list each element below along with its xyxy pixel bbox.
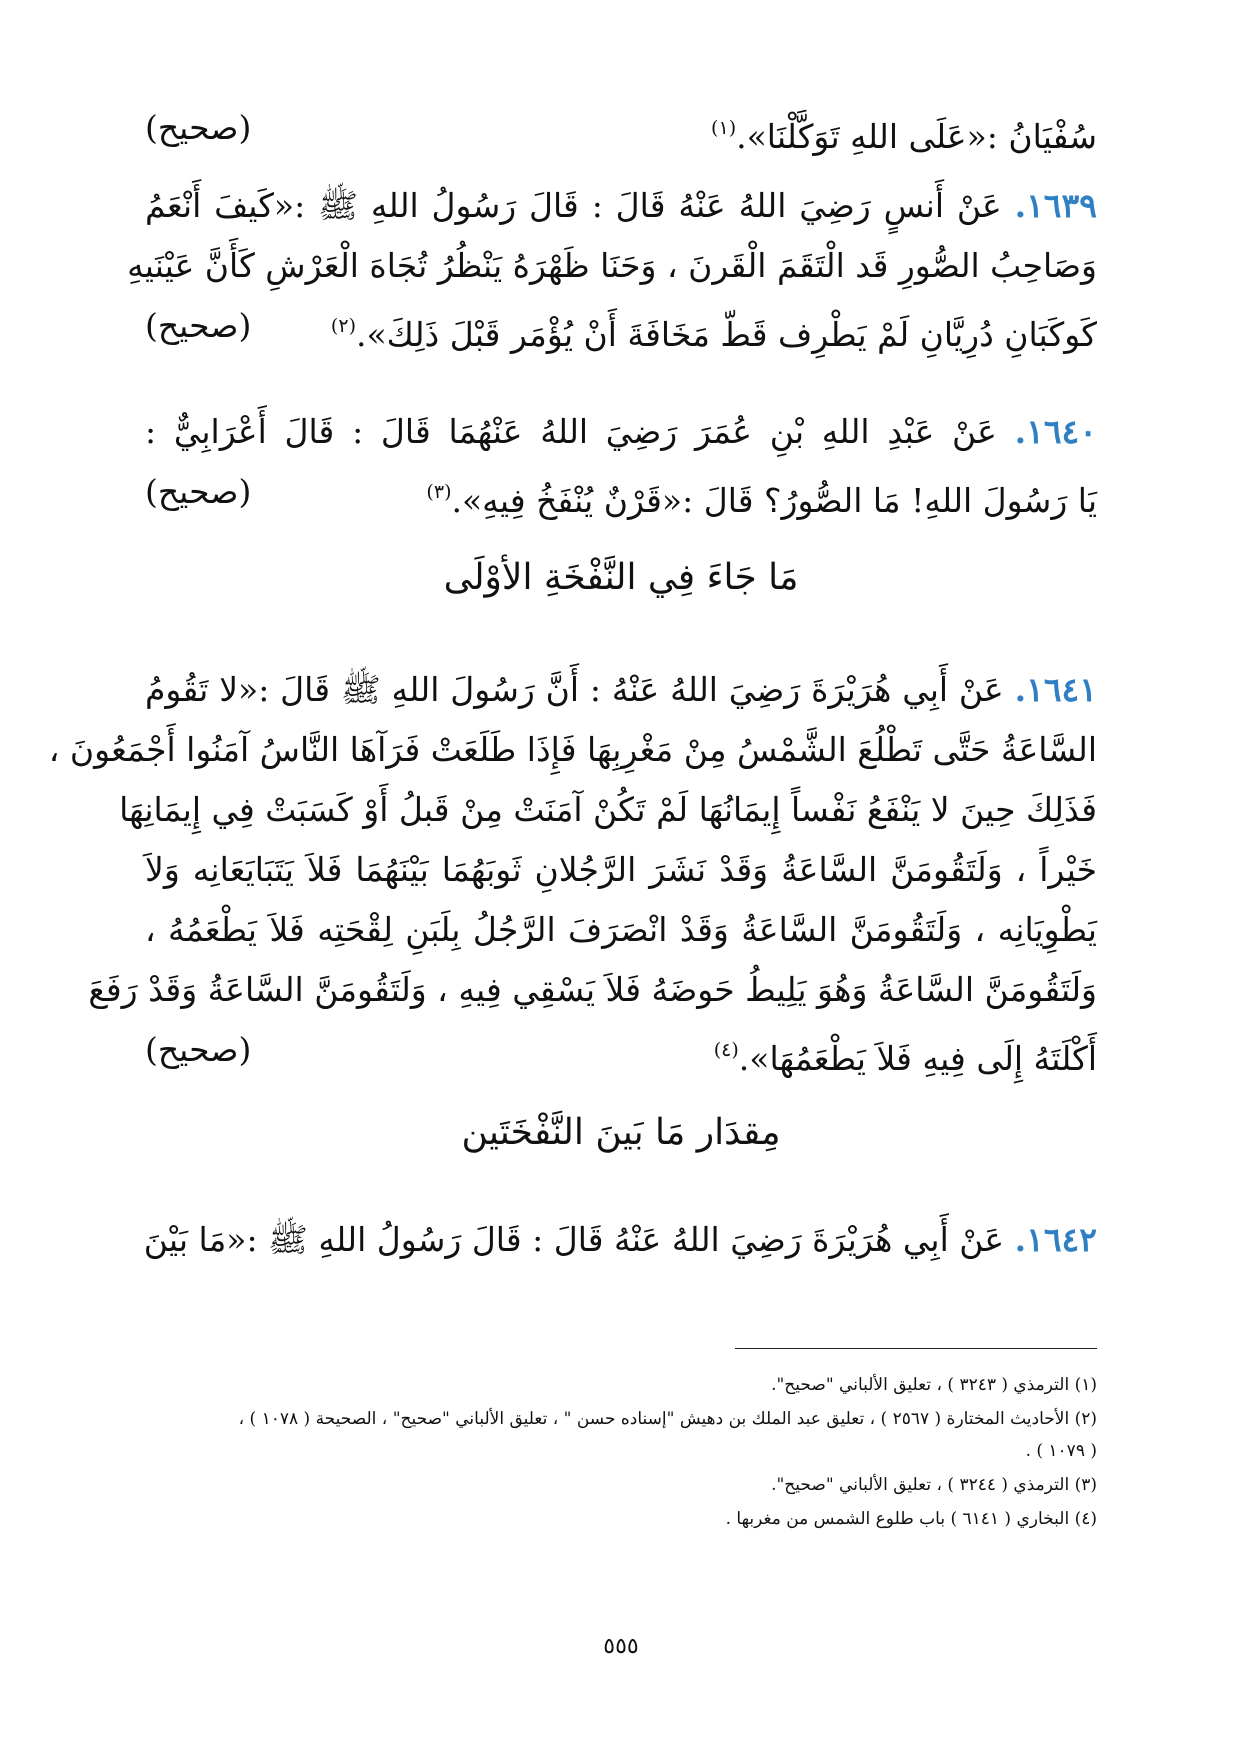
- hadith-1641-line-1: [145, 662, 1097, 718]
- section-heading: مِقدَار مَا بَينَ النَّفْخَتَين: [461, 1112, 781, 1153]
- hadith-text: أَكْلَتَهُ إِلَى فِيهِ فَلاَ يَطْعَمُهَا».: [738, 1039, 1097, 1078]
- hadith-1641-line-3: فَذَلِكَ حِينَ لا يَنْفَعُ نَفْساً إِيمَانُهَا لَمْ تَكُنْ آمَنَتْ مِنْ قَبلُ أَوْ كَسَبَتْ فِي إِيمَانِهَا: [119, 790, 1097, 829]
- grade-label: (صحيح): [145, 306, 252, 345]
- book-page: [48, 0, 1097, 1754]
- footnote-2-continued: ( ١٠٧٩ ) .: [1025, 1441, 1097, 1461]
- hadith-1641-line-6: وَلَتَقُومَنَّ السَّاعَةُ وَهُوَ يَلِيطُ حَوضَهُ فَلاَ يَسْقِي فِيهِ ، وَلَتَقُومَنَّ السَّاعَةُ وَقَدْ رَفَعَ: [88, 970, 1097, 1009]
- section-heading: مَا جَاءَ فِي النَّفْخَةِ الأوْلَى: [443, 557, 799, 598]
- grade-label: (صحيح): [145, 1030, 252, 1069]
- footnote-ref[interactable]: (٢): [330, 315, 356, 337]
- hadith-1641-line-7: [145, 1022, 1097, 1087]
- hadith-text: كَوكَبَانِ دُرِيَّانِ لَمْ يَطْرِف قَطّ مَخَافَةَ أَنْ يُؤْمَر قَبْلَ ذَلِكَ».: [355, 315, 1097, 354]
- hadith-text: عَنْ أَبِي هُرَيْرَةَ رَضِيَ اللهُ عَنْهُ قَالَ : قَالَ رَسُولُ اللهِ ﷺ :«مَا بَيْنَ: [143, 1220, 1005, 1259]
- hadith-number: ١٦٣٩.: [1014, 186, 1097, 225]
- footnote-ref[interactable]: (١): [711, 117, 737, 139]
- footnote-3: (٣) الترمذي ( ٣٢٤٤ ) ، تعليق الألباني "صحيح".: [771, 1475, 1097, 1495]
- hadith-1639-line-2: وَصَاحِبُ الصُّورِ قَد الْتَقَمَ الْقَرنَ ، وَحَنَا ظَهْرَهُ يَنْظُرُ تُجَاهَ الْعَرْشِ كَأَنَّ عَيْنَيهِ: [127, 246, 1097, 285]
- footnote-2: (٢) الأحاديث المختارة ( ٢٥٦٧ ) ، تعليق عبد الملك بن دهيش "إسناده حسن " ، تعليق الألباني "صحيح" ، الصحيحة ( ١٠٧٨ ) ،: [238, 1409, 1097, 1429]
- hadith-text: عَنْ أَنسٍ رَضِيَ اللهُ عَنْهُ قَالَ : قَالَ رَسُولُ اللهِ ﷺ :«كَيفَ أَنْعَمُ: [145, 186, 1002, 225]
- hadith-number: ١٦٤٠.: [1014, 412, 1097, 451]
- hadith-text: عَنْ أَبِي هُرَيْرَةَ رَضِيَ اللهُ عَنْهُ : أَنَّ رَسُولَ اللهِ ﷺ قَالَ :«لا تَقُومُ: [145, 670, 1004, 709]
- hadith-prev-tail: [145, 100, 1097, 165]
- hadith-text: عَنْ عَبْدِ اللهِ بْنِ عُمَرَ رَضِيَ اللهُ عَنْهُمَا قَالَ : قَالَ أَعْرَابِيٌّ :: [145, 412, 997, 451]
- hadith-text: سُفْيَانُ :«عَلَى اللهِ تَوَكَّلْنَا».: [736, 117, 1097, 156]
- footnote-4: (٤) البخاري ( ٦١٤١ ) باب طلوع الشمس من مغربها .: [725, 1509, 1097, 1529]
- hadith-1640-line-2: [145, 464, 1097, 529]
- grade-label: (صحيح): [145, 108, 252, 147]
- page-number: ٥٥٥: [603, 1634, 639, 1659]
- footnote-1: (١) الترمذي ( ٣٢٤٣ ) ، تعليق الألباني "صحيح".: [771, 1375, 1097, 1395]
- hadith-1641-line-2: السَّاعَةُ حَتَّى تَطْلُعَ الشَّمْسُ مِنْ مَغْرِبِهَا فَإِذَا طَلَعَتْ فَرَآهَا النَّاسُ آمَنُوا أَجْمَعُونَ ،: [48, 730, 1097, 769]
- hadith-1641-line-4: خَيْراً ، وَلَتَقُومَنَّ السَّاعَةُ وَقَدْ نَشَرَ الرَّجُلانِ ثَوبَهُمَا بَيْنَهُمَا فَلاَ يَتَبَايَعَانِه وَلاَ: [145, 850, 1097, 889]
- hadith-1640-line-1: [145, 404, 1097, 460]
- hadith-number: ١٦٤١.: [1014, 670, 1097, 709]
- hadith-1642-line-1: [145, 1212, 1097, 1268]
- hadith-1641-line-5: يَطْوِيَانِه ، وَلَتَقُومَنَّ السَّاعَةُ وَقَدْ انْصَرَفَ الرَّجُلُ بِلَبَنِ لِقْحَتِه فَلاَ يَطْعَمُهُ ،: [145, 910, 1097, 949]
- hadith-1639-line-1: [145, 178, 1097, 234]
- grade-label: (صحيح): [145, 472, 252, 511]
- hadith-text: يَا رَسُولَ اللهِ! مَا الصُّورُ؟ قَالَ :«قَرْنٌ يُنْفَخُ فِيهِ».: [451, 481, 1097, 520]
- hadith-number: ١٦٤٢.: [1014, 1220, 1097, 1259]
- footnote-ref[interactable]: (٤): [713, 1039, 739, 1061]
- hadith-1639-line-3: [145, 298, 1097, 363]
- footnote-separator: [735, 1348, 1097, 1349]
- footnote-ref[interactable]: (٣): [426, 481, 452, 503]
